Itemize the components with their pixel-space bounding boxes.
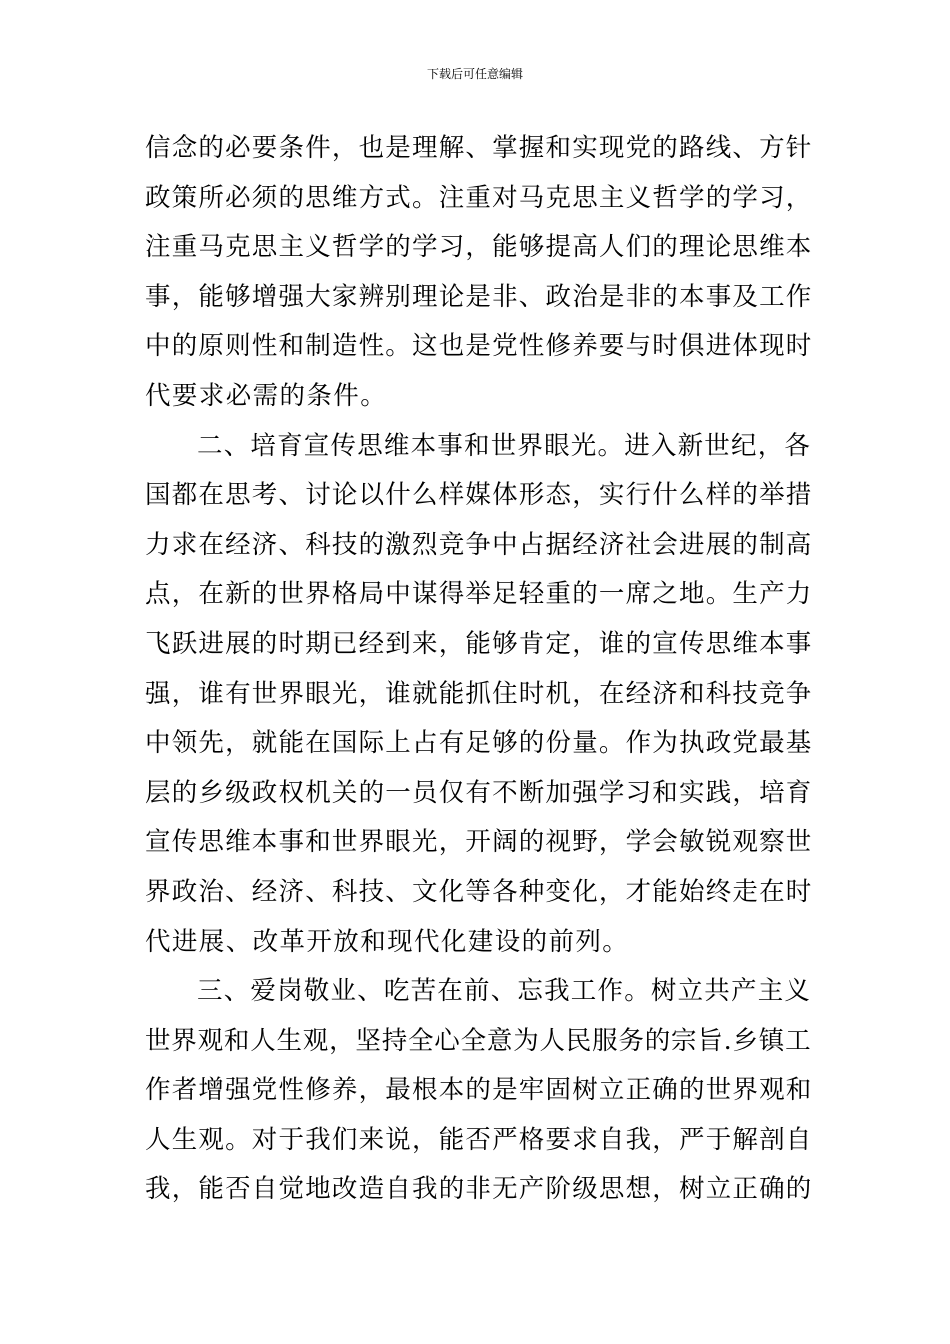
text-line: 强，谁有世界眼光，谁就能抓住时机，在经济和科技竞争 [145,678,813,709]
text-line: 二、培育宣传思维本事和世界眼光。进入新世纪，各 [197,430,812,461]
text-line: 界政治、经济、科技、文化等各种变化，才能始终走在时 [145,876,813,907]
text-line: 宣传思维本事和世界眼光，开阔的视野，学会敏锐观察世 [145,827,813,858]
text-line: 层的乡级政权机关的一员仅有不断加强学习和实践，培育 [145,777,813,808]
text-line: 世界观和人生观，坚持全心全意为人民服务的宗旨.乡镇工 [145,1025,812,1056]
text-line: 事，能够增强大家辨别理论是非、政治是非的本事及工作 [145,281,813,312]
text-line: 点，在新的世界格局中谋得举足轻重的一席之地。生产力 [145,579,813,610]
text-line: 中领先，就能在国际上占有足够的份量。作为执政党最基 [145,728,813,759]
text-line: 政策所必须的思维方式。注重对马克思主义哲学的学习， [145,182,813,213]
text-line: 注重马克思主义哲学的学习，能够提高人们的理论思维本 [145,232,813,263]
text-line: 中的原则性和制造性。这也是党性修养要与时俱进体现时 [145,331,813,362]
text-line: 飞跃进展的时期已经到来，能够肯定，谁的宣传思维本事 [145,628,813,659]
text-line: 代要求必需的条件。 [145,380,388,411]
text-line: 人生观。对于我们来说，能否严格要求自我，严于解剖自 [145,1124,813,1155]
text-line: 力求在经济、科技的激烈竞争中占据经济社会进展的制高 [145,529,813,560]
paragraph-3 [145,967,815,1215]
text-line: 国都在思考、讨论以什么样媒体形态，实行什么样的举措 [145,480,813,511]
document-body [145,124,815,1215]
paragraph-2 [145,422,815,968]
text-line: 代进展、改革开放和现代化建设的前列。 [145,926,630,957]
paragraph-1 [145,124,815,422]
text-line: 信念的必要条件，也是理解、掌握和实现党的路线、方针 [145,133,813,163]
text-line: 我，能否自觉地改造自我的非无产阶级思想，树立正确的 [145,1174,813,1205]
page-header: 下载后可任意编辑 [426,67,523,81]
text-line: 三、爱岗敬业、吃苦在前、忘我工作。树立共产主义 [197,976,812,1007]
text-line: 作者增强党性修养，最根本的是牢固树立正确的世界观和 [145,1075,813,1106]
